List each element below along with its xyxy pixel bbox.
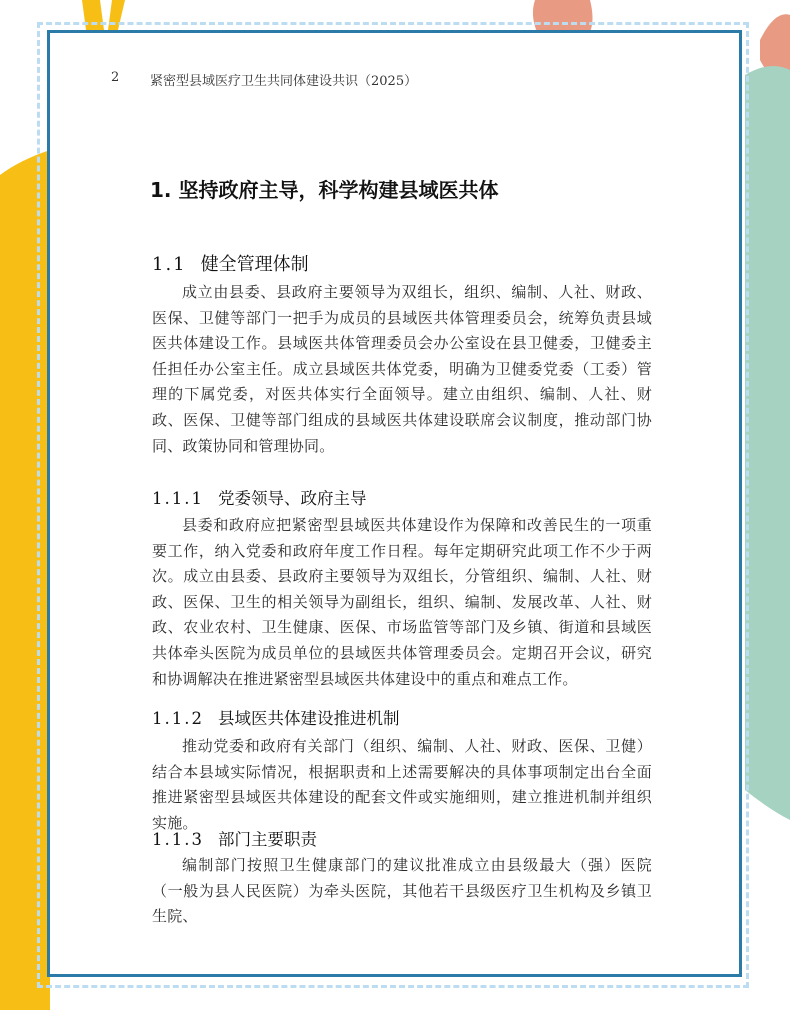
section-title: 党委领导、政府主导 <box>217 489 367 508</box>
paragraph-1-1-3: 编制部门按照卫生健康部门的建议批准成立由县级最大（强）医院（一般为县人民医院）为牵头医院，其他若干县级医疗卫生机构及乡镇卫生院、 <box>152 856 652 926</box>
section-heading-1-1-1 <box>152 485 366 509</box>
section-number: 1.1 <box>152 254 187 275</box>
page-number: 2 <box>111 70 120 85</box>
chapter-heading: 1. 坚持政府主导，科学构建县域医共体 <box>150 178 499 202</box>
section-heading-1-1 <box>152 250 309 276</box>
section-heading-1-1-3 <box>152 826 317 850</box>
section-title: 县域医共体建设推进机制 <box>217 709 400 728</box>
section-title: 部门主要职责 <box>217 830 317 849</box>
teal-block-right <box>745 66 790 820</box>
paragraph-1-1-1: 县委和政府应把紧密型县域医共体建设作为保障和改善民生的一项重要工作，纳入党委和政府年度工作日程。每年定期研究此项工作不少于两次。成立由县委、县政府主要领导为双组长，分管组织、编制、人社、财政、医保、卫生的相关领导为副组长，组织、编制、发展改革、人社、财政、农业农村、卫生健康、医保、市场监管等部门及乡镇、街道和县域医共体牵头医院为成员单位的县域医共体管理委员会。定期召开会议，研究和协调解决在推进紧密型县域医共体建设中的重点和难点工作。 <box>152 516 652 688</box>
paragraph-1-1-2: 推动党委和政府有关部门（组织、编制、人社、财政、医保、卫健）结合本县域实际情况，根据职责和上述需要解决的具体事项制定出台全面推进紧密型县域医共体建设的配套文件或实施细则，建立推进机制并组织实施。 <box>152 737 652 832</box>
running-title: 紧密型县域医疗卫生共同体建设共识（2025） <box>150 74 418 89</box>
section-heading-1-1-2 <box>152 705 399 729</box>
section-number: 1.1.3 <box>152 830 204 849</box>
section-number: 1.1.2 <box>152 709 204 728</box>
section-title: 健全管理体制 <box>200 254 309 275</box>
paragraph-1-1: 成立由县委、县政府主要领导为双组长，组织、编制、人社、财政、医保、卫健等部门一把手为成员的县域医共体管理委员会，统筹负责县域医共体建设工作。县域医共体管理委员会办公室设在县卫健委，卫健委主任担任办公室主任。成立县域医共体党委，明确为卫健委党委（工委）管理的下属党委，对医共体实行全面领导。建立由组织、编制、人社、财政、医保、卫健等部门组成的县域医共体建设联席会议制度，推动部门协同、政策协同和管理协同。 <box>152 283 652 455</box>
section-number: 1.1.1 <box>152 489 204 508</box>
